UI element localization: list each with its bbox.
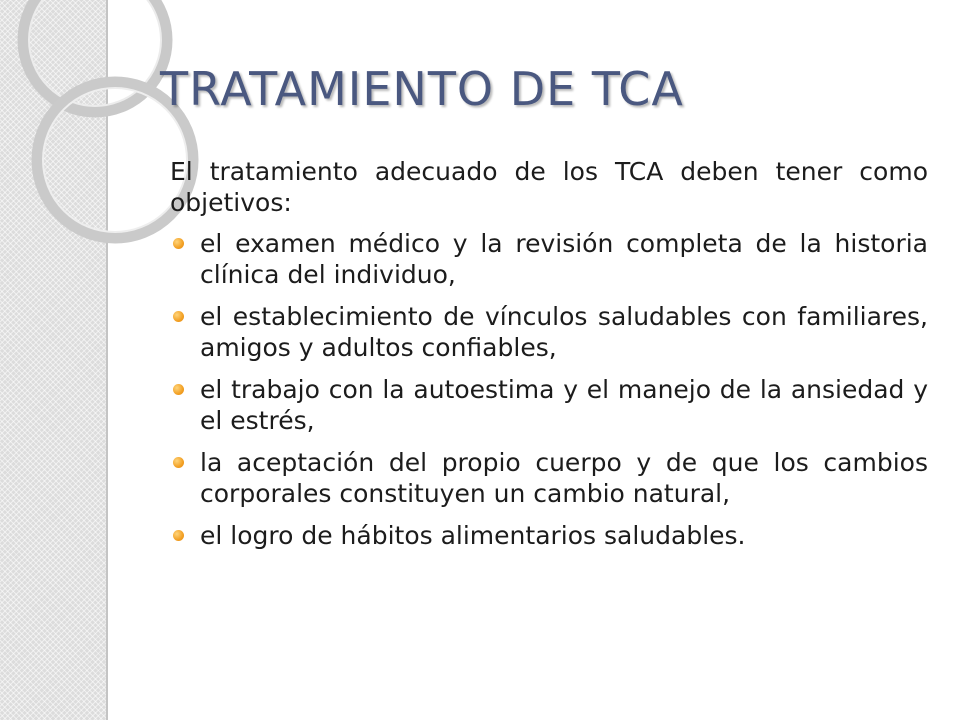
slide-title: TRATAMIENTO DE TCA [160, 62, 684, 116]
list-item [170, 520, 928, 551]
list-item-text: el establecimiento de vínculos saludables con familiares, amigos y adultos confiables, [200, 302, 928, 362]
list-item [170, 447, 928, 509]
list-item-text: el examen médico y la revisión completa de la historia clínica del individuo, [200, 229, 928, 289]
objectives-list [170, 228, 928, 551]
bullet-icon [173, 530, 184, 541]
slide-body [170, 156, 928, 562]
bullet-icon [173, 238, 184, 249]
intro-paragraph: El tratamiento adecuado de los TCA deben tener como objetivos: [170, 157, 928, 217]
bullet-icon [173, 457, 184, 468]
list-item [170, 374, 928, 436]
bullet-icon [173, 384, 184, 395]
bullet-icon [173, 311, 184, 322]
list-item [170, 228, 928, 290]
list-item-text: la aceptación del propio cuerpo y de que los cambios corporales constituyen un cambio natural, [200, 448, 928, 508]
list-item-text: el trabajo con la autoestima y el manejo de la ansiedad y el estrés, [200, 375, 928, 435]
list-item-text: el logro de hábitos alimentarios saludables. [200, 521, 746, 550]
list-item [170, 301, 928, 363]
